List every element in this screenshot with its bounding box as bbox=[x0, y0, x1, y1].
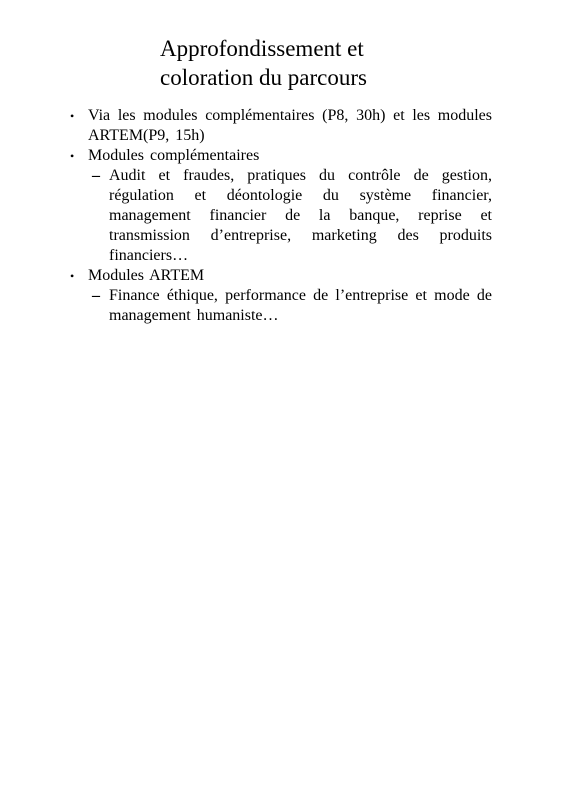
bullet-list bbox=[68, 106, 492, 326]
bullet-item-complementary-modules bbox=[68, 146, 492, 166]
bullet-marker: • bbox=[70, 109, 75, 123]
sub-bullet-text-artem-details: Finance éthique, performance de l’entreprise et mode de management humaniste… bbox=[109, 287, 492, 324]
slide-title-line-1: Approfondissement et bbox=[160, 36, 364, 61]
bullet-text-artem-modules: Modules ARTEM bbox=[88, 267, 205, 284]
sub-bullet-marker: – bbox=[92, 167, 100, 184]
bullet-text-complementary-modules: Modules complémentaires bbox=[88, 147, 260, 164]
bullet-item-modules-overview bbox=[68, 106, 492, 146]
bullet-marker: • bbox=[70, 269, 75, 283]
slide-title bbox=[160, 34, 460, 92]
sub-bullet-marker: – bbox=[92, 287, 100, 304]
slide-title-line-2: coloration du parcours bbox=[160, 65, 367, 90]
sub-bullet-complementary-details bbox=[68, 166, 492, 266]
bullet-item-artem-modules bbox=[68, 266, 492, 286]
bullet-text-modules-overview: Via les modules complémentaires (P8, 30h) et les modules ARTEM(P9, 15h) bbox=[88, 107, 492, 144]
bullet-marker: • bbox=[70, 149, 75, 163]
sub-bullet-text-complementary-details: Audit et fraudes, pratiques du contrôle de gestion, régulation et déontologie du système financier, management financier de la banque, reprise et transmission d’entreprise, marketing des produits financiers… bbox=[109, 167, 492, 264]
sub-bullet-artem-details bbox=[68, 286, 492, 326]
